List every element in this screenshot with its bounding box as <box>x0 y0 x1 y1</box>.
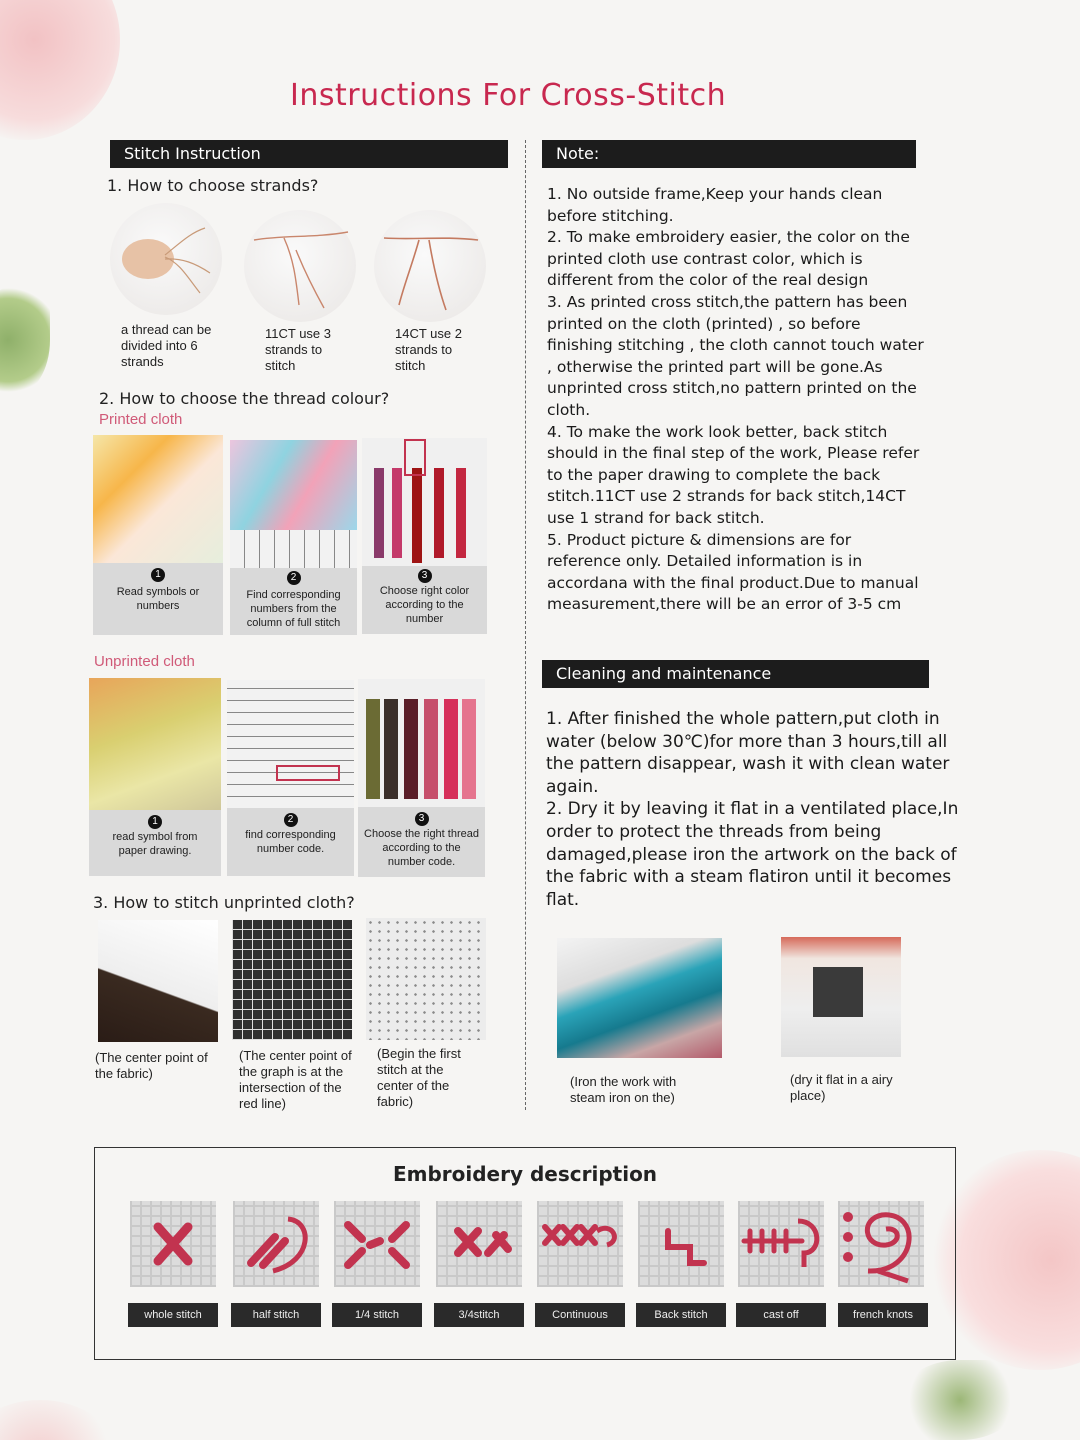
leaf-decoration-bottom <box>900 1360 1020 1440</box>
graph-center-photo <box>232 920 352 1040</box>
printed-step-2 <box>230 440 357 635</box>
half-stitch-icon <box>233 1201 319 1287</box>
fabric-center-photo <box>98 920 218 1042</box>
french-knots-icon <box>838 1201 924 1287</box>
dry-caption: (dry it flat in a airy place) <box>790 1072 893 1103</box>
howto-caption-1: (The center point of the fabric) <box>95 1050 208 1081</box>
step-number: 3 <box>418 569 432 583</box>
question-strands: 1. How to choose strands? <box>107 176 319 195</box>
stitch-label-quarter: 1/4 stitch <box>332 1303 422 1327</box>
note-item: 3. As printed cross stitch,the pattern has been printed on the cloth (printed) , so before finishing stitching , the cloth cannot touch water , otherwise the printed part will be gone.As unprinted cross stitch,no pattern printed on the cloth. <box>547 292 924 419</box>
note-item: 4. To make the work look better, back stitch should in the final step of the work, Please refer to the paper drawing to complete the back stitch.11CT use 2 strands for back stitch,14CT use 1 strand for back stitch. <box>547 422 920 527</box>
cleaning-list <box>546 708 966 911</box>
strand-caption-3: 14CT use 2 strands to stitch <box>395 326 462 373</box>
back-stitch-icon <box>638 1201 724 1287</box>
step-text: Choose the right thread according to the number code. <box>364 828 479 868</box>
iron-photo <box>557 938 722 1058</box>
strand-image-1 <box>110 203 222 315</box>
howto-caption-2: (The center point of the graph is at the intersection of the red line) <box>239 1048 352 1111</box>
note-header: Note: <box>542 140 916 168</box>
rose-decoration-top-left <box>0 0 120 140</box>
step-text: read symbol from paper drawing. <box>112 831 198 857</box>
step-number: 2 <box>287 571 301 585</box>
stitch-label-french-knots: french knots <box>838 1303 928 1327</box>
dry-flat-photo <box>781 937 901 1057</box>
unprinted-step-2 <box>227 680 354 876</box>
stitch-label-half: half stitch <box>231 1303 321 1327</box>
whole-stitch-icon <box>130 1201 216 1287</box>
step-text: Find corresponding numbers from the column of full stitch <box>246 589 341 629</box>
step-number: 1 <box>148 815 162 829</box>
printed-step-1 <box>93 435 223 635</box>
printed-cloth-label: Printed cloth <box>99 411 183 428</box>
unprinted-step-3 <box>358 679 485 877</box>
note-item: 1. No outside frame,Keep your hands clean before stitching. <box>547 185 883 225</box>
rose-decoration-bottom-left <box>0 1400 120 1440</box>
question-unprinted-stitch: 3. How to stitch unprinted cloth? <box>93 893 355 912</box>
page-title: Instructions For Cross-Stitch <box>290 78 727 113</box>
quarter-stitch-icon <box>334 1201 420 1287</box>
embroidery-description-box <box>94 1147 956 1360</box>
iron-caption: (Iron the work with steam iron on the) <box>570 1074 677 1105</box>
printed-step-3 <box>362 438 487 634</box>
embroidery-title: Embroidery description <box>392 1162 658 1186</box>
column-divider <box>525 140 526 1110</box>
stitch-label-back: Back stitch <box>636 1303 726 1327</box>
strand-image-2 <box>244 210 356 322</box>
note-item: 2. To make embroidery easier, the color on the printed cloth use contrast color, which is different from the color of the real design <box>547 228 910 290</box>
stitch-instruction-header: Stitch Instruction <box>110 140 508 168</box>
continuous-stitch-icon <box>537 1201 623 1287</box>
cleaning-item: 1. After finished the whole pattern,put cloth in water (below 30℃)for more than 3 hours,till all the pattern disappear, wash it with clean water again. <box>546 709 950 797</box>
note-list <box>547 184 927 616</box>
cleaning-item: 2. Dry it by leaving it flat in a ventilated place,In order to protect the threads from being damaged,please iron the artwork on the back of the fabric with a steam flatiron until it becomes flat. <box>546 799 959 910</box>
step-text: Read symbols or numbers <box>116 586 200 612</box>
unprinted-step-1 <box>89 678 221 876</box>
step-number: 1 <box>151 568 165 582</box>
step-text: find corresponding number code. <box>245 829 336 855</box>
cleaning-header: Cleaning and maintenance <box>542 660 929 688</box>
leaf-decoration-left <box>0 285 50 395</box>
stitch-label-three-quarter: 3/4stitch <box>434 1303 524 1327</box>
step-text: Choose right color according to the number <box>379 585 470 625</box>
three-quarter-stitch-icon <box>436 1201 522 1287</box>
stitch-label-continuous: Continuous <box>535 1303 625 1327</box>
question-thread-colour: 2. How to choose the thread colour? <box>99 389 390 408</box>
frame-picture <box>813 967 863 1017</box>
note-item: 5. Product picture & dimensions are for reference only. Detailed information is in accordana with the final product.Due to manual measurement,there will be an error of 3-5 cm <box>547 530 919 614</box>
strand-caption-2: 11CT use 3 strands to stitch <box>265 326 332 373</box>
cast-off-icon <box>738 1201 824 1287</box>
strand-image-3 <box>374 210 486 322</box>
howto-caption-3: (Begin the first stitch at the center of the fabric) <box>377 1046 461 1109</box>
strand-caption-1: a thread can be divided into 6 strands <box>121 322 212 369</box>
unprinted-cloth-label: Unprinted cloth <box>94 653 195 670</box>
step-number: 3 <box>415 812 429 826</box>
stitch-label-cast-off: cast off <box>736 1303 826 1327</box>
stitch-label-whole: whole stitch <box>128 1303 218 1327</box>
step-number: 2 <box>284 813 298 827</box>
first-stitch-photo <box>366 918 486 1040</box>
